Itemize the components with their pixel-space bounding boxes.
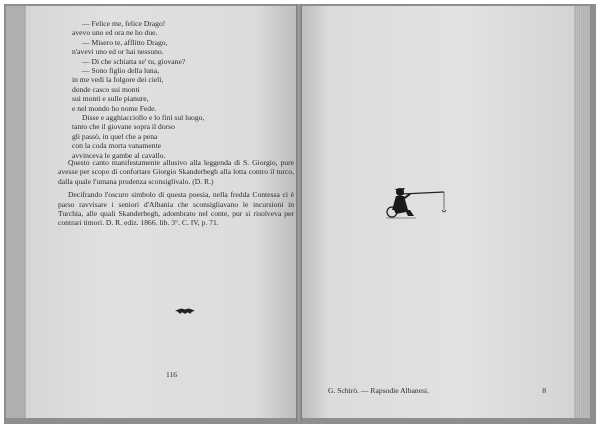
- page-number-left: 116: [166, 370, 178, 379]
- poem-line: — Misero te, afflitto Drago,: [82, 37, 168, 47]
- commentary-paragraph: Decifrando l'oscuro simbolo di questa poesia, nella fredda Contessa ci è parso ravvisare i seniori d'Albania che sconsigliavano le incursioni in Turchia, alle quali Skanderbegh, adombrato nel conte, pur si risolveva per contrari timori. D. R. ediz. 1866. lib. 3°. C. IV, p. 71.: [58, 190, 294, 228]
- poem-line: n'avevi uno ed or hai nessuno.: [72, 47, 164, 57]
- poem-line: con la coda morta vanamente: [72, 141, 161, 151]
- poem-line: Disse e agghiacciollo e lo finì sul luogo,: [82, 113, 205, 123]
- poem-line: — Di che schiatta se' tu, giovane?: [82, 56, 186, 66]
- right-page: [302, 6, 574, 418]
- page-number-right: 8: [542, 386, 546, 395]
- commentary: [58, 158, 294, 232]
- running-title: G. Schirò. — Rapsodie Albanesi.: [328, 386, 430, 395]
- right-page-edges: [574, 6, 590, 418]
- left-page: [26, 6, 296, 418]
- poem-line: tanto che il giovane sopra il dorso: [72, 122, 175, 132]
- left-page-edges: [6, 6, 26, 418]
- poem-line: — Felice me, felice Drago!: [82, 19, 166, 28]
- running-footer: [328, 386, 546, 395]
- fisherman-icon: [382, 184, 450, 233]
- commentary-paragraph: Questo canto manifestamente allusivo alla leggenda di S. Giorgio, pure avesse per scopo di confortare Giorgio Skanderbegh alla lotta contro il turco, dalla quale l'umana prudenza sconsiglivalo. (D. R.): [58, 158, 294, 186]
- poem-line: e nel mondo ho nome Fede.: [72, 103, 157, 113]
- poem-line: gli passò, in quel che a pena: [72, 131, 158, 141]
- poem-line: donde casco sui monti: [72, 84, 140, 94]
- poem-line: avvinceva le gambe al cavallo.: [72, 150, 166, 160]
- bat-icon: [174, 304, 196, 322]
- poem-line: in me vedi la folgore dei cieli,: [72, 75, 164, 85]
- poem: [72, 19, 204, 160]
- poem-line: sui monti e sulle pianure,: [72, 94, 149, 104]
- poem-line: — Sono figlio della luna,: [82, 66, 159, 76]
- poem-line: avevo uno ed ora ne ho due.: [72, 28, 158, 38]
